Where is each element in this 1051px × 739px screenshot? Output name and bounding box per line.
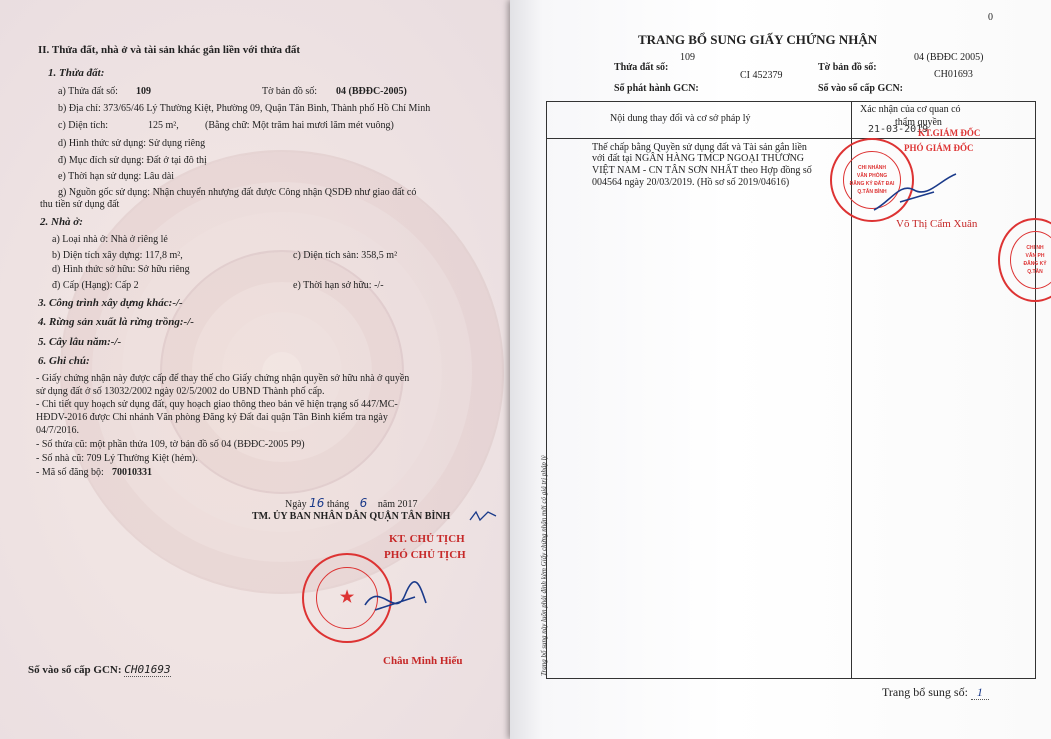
signature-right	[870, 172, 960, 217]
vertical-note: Trang bổ sung này luôn phải đính kèm Giấy chứng nhận mới có giá trị pháp lý	[540, 455, 548, 676]
gcn-value: CH01693	[124, 663, 171, 676]
house-floor-area: c) Diện tích sàn: 358,5 m²	[293, 250, 398, 261]
area-label: c) Diện tích:	[58, 120, 108, 131]
notes-heading: 6. Ghi chú:	[38, 355, 90, 367]
house-ownership: d) Hình thức sở hữu: Sở hữu riêng	[52, 264, 190, 275]
note-line: - Chi tiết quy hoạch sử dụng đất, quy hoạch giao thông theo bản vẽ hiện trạng số 447/MC-	[36, 399, 398, 410]
map-label: Tờ bản đồ số:	[262, 86, 318, 97]
parcel-label: a) Thửa đất số:	[58, 86, 118, 97]
house-type: a) Loại nhà ở: Nhà ở riêng lẻ	[52, 234, 168, 245]
house-heading: 2. Nhà ở:	[40, 216, 83, 228]
signer-name: Châu Minh Hiếu	[383, 655, 463, 667]
note-line: - Số nhà cũ: 709 Lý Thường Kiệt (hẻm).	[36, 453, 198, 464]
footer	[882, 686, 989, 698]
note-line: HĐDV-2016 được Chi nhánh Văn phòng Đăng ký Đất đai quận Tân Bình kiểm tra ngày	[36, 412, 388, 423]
origin-line1: g) Nguồn gốc sử dụng: Nhận chuyển nhượng đất được Công nhận QSDĐ như giao đất có	[58, 187, 417, 198]
confirm-title-2: PHÓ GIÁM ĐỐC	[904, 143, 974, 153]
signature-left	[360, 575, 430, 625]
page-number: 0	[988, 12, 993, 23]
gcn-book	[28, 664, 171, 676]
committee-stamp: ★	[302, 553, 392, 643]
confirm-title-1: KT.GIÁM ĐỐC	[918, 128, 981, 138]
office-stamp-partial-inner: CHI NH VĂN PH ĐĂNG KÝ Q.TÂN	[1010, 231, 1051, 289]
gcn-label: Số vào sổ cấp GCN:	[28, 664, 122, 676]
registry-label: - Mã số đăng bộ:	[36, 467, 104, 478]
use-form: d) Hình thức sử dụng: Sử dụng riêng	[58, 138, 206, 149]
forest: 4. Rừng sản xuất là rừng trồng:-/-	[38, 316, 194, 328]
entry-line: Thế chấp bằng Quyền sử dụng đất và Tài sản gắn liền	[592, 142, 807, 153]
map-value-right: 04 (BĐĐC 2005)	[914, 52, 984, 63]
perennial: 5. Cây lâu năm:-/-	[38, 336, 122, 348]
signer-org: TM. ỦY BAN NHÂN DÂN QUẬN TÂN BÌNH	[252, 511, 451, 522]
signer-title-1: KT. CHỦ TỊCH	[389, 533, 465, 545]
date-year: năm 2017	[377, 499, 418, 510]
supplement-title: TRANG BỔ SUNG GIẤY CHỨNG NHẬN	[638, 32, 878, 47]
date-month: 6	[359, 496, 368, 510]
col-confirm-header-2: thẩm quyền	[895, 117, 942, 128]
address-line: b) Địa chỉ: 373/65/46 Lý Thường Kiệt, Phường 09, Quận Tân Bình, Thành phố Hồ Chí Minh	[58, 103, 431, 114]
area-words: (Bằng chữ: Một trăm hai mươi lăm mét vuông)	[205, 120, 394, 131]
house-term: e) Thời hạn sở hữu: -/-	[293, 280, 384, 291]
map-value: 04 (BĐĐC-2005)	[336, 86, 407, 97]
registry-value: 70010331	[112, 467, 152, 478]
date-month-label: tháng	[326, 499, 350, 510]
footer-label: Trang bổ sung số:	[882, 685, 968, 699]
signer-title-2: PHÓ CHỦ TỊCH	[384, 549, 466, 561]
certificate-right-page	[510, 0, 1051, 739]
entry-line: 004564 ngày 20/03/2019. (Hồ sơ số 2019/04616)	[592, 177, 790, 188]
parcel-label-right: Thửa đất số:	[614, 62, 669, 73]
entry-line: VIỆT NAM - CN TÂN SƠN NHẤT theo Hợp đồng số	[592, 165, 812, 176]
use-term: e) Thời hạn sử dụng: Lâu dài	[58, 171, 175, 182]
serial-label: Số phát hành GCN:	[614, 83, 699, 94]
note-line: - Giấy chứng nhận này được cấp để thay thế cho Giấy chứng nhận quyền sở hữu nhà ở quyền	[36, 373, 410, 384]
certificate-left-page	[0, 0, 512, 739]
confirm-name: Võ Thị Cẩm Xuân	[896, 218, 978, 230]
origin-line2: thu tiền sử dụng đất	[40, 199, 120, 210]
sign-date	[285, 497, 418, 511]
entry-line: với đất tại NGÂN HÀNG TMCP NGOẠI THƯƠNG	[592, 153, 805, 164]
house-grade: đ) Cấp (Hạng): Cấp 2	[52, 280, 139, 291]
map-label-right: Tờ bản đồ số:	[818, 62, 877, 73]
office-stamp-inner: CHI NHÁNH VĂN PHÒNG ĐĂNG KÝ ĐẤT ĐAI Q.TÂN BÌNH	[843, 151, 901, 209]
note-line: - Số thửa cũ: một phần thửa 109, tờ bản đồ số 04 (BĐĐC-2005 P9)	[36, 439, 305, 450]
use-purpose: đ) Mục đích sử dụng: Đất ở tại đô thị	[58, 155, 207, 166]
footer-value: 1	[971, 685, 989, 700]
serial-value: CI 452379	[740, 70, 783, 81]
confirm-date: 21-03-2019	[868, 124, 929, 135]
initial-mark	[468, 508, 498, 524]
section-title: II. Thửa đất, nhà ở và tài sản khác gắn liền với thửa đất	[38, 44, 301, 56]
house-build-area: b) Diện tích xây dựng: 117,8 m²,	[52, 250, 183, 261]
parcel-value-right: 109	[680, 52, 695, 63]
land-heading: 1. Thửa đất:	[48, 67, 105, 79]
area-value: 125 m²,	[148, 120, 179, 131]
parcel-value: 109	[136, 86, 151, 97]
date-prefix: Ngày	[285, 499, 307, 510]
note-line: 04/7/2016.	[36, 425, 80, 436]
col-content-header: Nội dung thay đổi và cơ sở pháp lý	[610, 113, 751, 124]
note-line: sử dụng đất ở số 13032/2002 ngày 02/5/2002 do UBND Thành phố cấp.	[36, 386, 325, 397]
col-confirm-header-1: Xác nhận của cơ quan có	[860, 104, 961, 115]
date-day: 16	[309, 496, 325, 510]
book-value: CH01693	[934, 69, 973, 80]
book-label: Số vào sổ cấp GCN:	[818, 83, 904, 94]
other-works: 3. Công trình xây dựng khác:-/-	[38, 297, 183, 309]
